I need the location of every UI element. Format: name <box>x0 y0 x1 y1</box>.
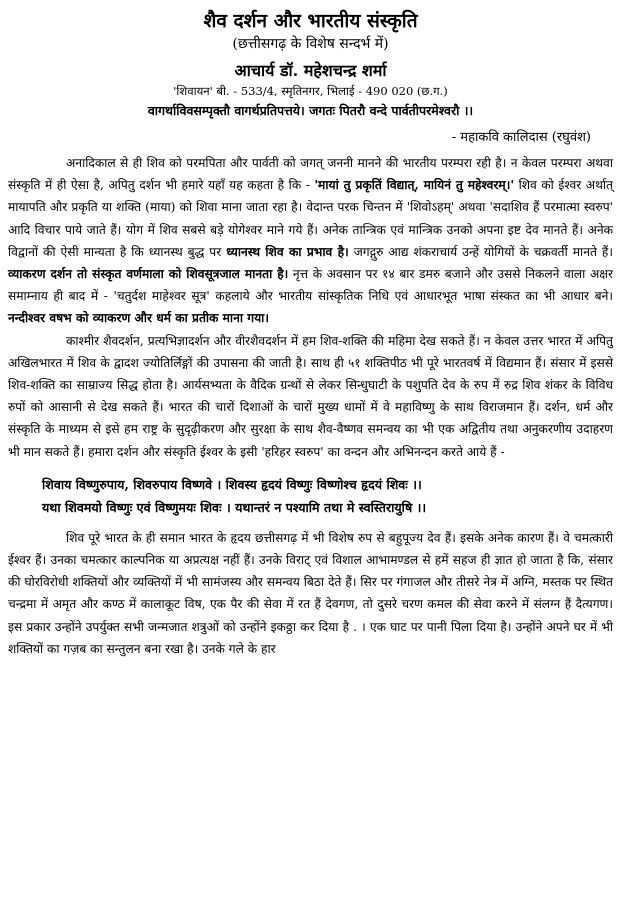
paragraph-3: शिव पूरे भारत के ही समान भारत के हृदय छत्तीसगढ़ में भी विशेष रुप से बहुपूज्य देव हैं। इसके अनेक कारण हैं। वे चमत्कारी ईश्वर हैं। उनका चमत्कार काल्पनिक या अप्रत्यक्ष नहीं हैं। उनके विराट् एवं विशाल आभामण्डल से हमें सहज ही ज्ञात हो जाता है कि, संसार की घोरविरोधी शक्तियों और व्यक्तियों में भी सामंजस्य और समन्वय बिठा देते हैं। सिर पर गंगाजल और तीसरे नेत्र में अग्नि, मस्तक पर स्थित चन्द्रमा में अमृत और कण्ठ में कालाकूट विष, एक पैर की सेवा में रत हैं देवगण, तो दुसरे चरण कमल की सेवा करने में संलग्न हैं दैत्यगण। इस प्रकार उन्होंने उपर्युक्त सभी जन्मजात शत्रुओं को उन्होंने इकठ्ठा कर दिया है . । एक घाट पर पानी पिला दिया है। उन्होंने अपने घर में भी शक्तियों का गज़ब का सन्तुलन बना रखा है। उनके गले के हार <box>8 530 613 656</box>
paragraph-1-bold-quote: 'मायां तु प्रकृतिं विद्यात्, मायिनं तु महेश्वरम्।' <box>314 178 515 193</box>
paragraph-1 <box>8 152 613 330</box>
author-address: 'शिवायन' बी. - 533/4, स्मृतिनगर, भिलाई - 490 020 (छ.ग.) <box>173 84 448 98</box>
article-subtitle: (छत्तीसगढ़ के विशेष सन्दर्भ में) <box>232 36 389 52</box>
harihar-verse <box>8 473 613 519</box>
epigraph-verse: वागर्थाविवसम्पृक्तौ वागर्थप्रतिपत्तये। जगतः पितरौ वन्दे पार्वतीपरमेश्वरौ ।। <box>147 103 474 118</box>
paragraph-1-text-1: अनादिकाल से ही शिव को परमपिता और पार्वती को जगत् जननी मानने की भारतीय परम्परा रही है। न केवल परम्परा अथवा संस्कृति में ही ऐसा है, अपितु दर्शन भी हमारे यहाँ यह कहता है कि - <box>8 156 613 193</box>
paragraph-1-bold-buddha: ध्यानस्थ शिव का प्रभाव है। <box>226 244 349 259</box>
paragraph-1-bold-nandi: नन्दीश्वर वषभ को व्याकरण और धर्म का प्रतीक माना गया। <box>8 311 269 326</box>
epigraph-attribution: - महाकवि कालिदास (रघुवंश) <box>451 130 591 145</box>
article-title: शैव दर्शन और भारतीय संस्कृति <box>203 10 418 32</box>
paragraph-2: काश्मीर शैवदर्शन, प्रत्यभिज्ञादर्शन और वीरशैवदर्शन में हम शिव-शक्ति की महिमा देख सकते हैं। न केवल उत्तर भारत में अपितु अखिलभारत में शिव के द्वादश ज्योतिर्लिङ्गों की उपासना की जाती है। साथ ही ५१ शक्तिपीठ भी पूरे भारतवर्ष में विद्यमान हैं। संसार में इससे शिव-शक्ति का साम्राज्य सिद्ध होता है। आर्यसभ्यता के वैदिक ग्रन्थों से लेकर सिन्धुघाटी के पशुपति देव के रुप में रुद्र शिव शंकर के विविध रुपों को आसानी से देख सकते हैं। भारत की चारों दिशाओं के चारों मुख्य धामों में वे महाविष्णु के साथ विराजमान हैं। दर्शन, धर्म और संस्कृति के माध्यम से इसे हम राष्ट्र के सुदृढ़ीकरण और सुरक्षा के साथ शैव-वैष्णव समन्वय का भी एक अद्वितीय तथा अनुकरणीय उदाहरण भी मान सकते हैं। हमारा दर्शन और संस्कृति ईश्वर के इसी 'हरिहर स्वरुप' का वन्दन और अभिनन्दन करते आये हैं - <box>8 333 613 459</box>
paragraph-1-text-2: शिव को ईश्वर अर्थात् मायापति और प्रकृति या शक्ति (माया) को शिवा माना जाता रहा है। वेदान्त परक चिन्तन में 'शिवोऽहम्' अथवा 'सदाशिव हैं परमात्मा स्वरुप' आदि विचार पाये जाते हैं। योग में शिव सबसे बड़े योगेश्वर माने गये हैं। अनेक तान्त्रिक एवं मान्त्रिक उनको अपना इष्ट देव मानते हैं। अनेक विद्वानों की ऐसी मान्यता है कि ध्यानस्थ बुद्ध पर <box>8 178 613 259</box>
paragraph-1-text-3: जगद्गुरु आद्य शंकराचार्य उन्हें योगियों के चक्रवर्ती मानते हैं। <box>348 244 613 259</box>
paragraph-1-text-4: नृत्त के अवसान पर १४ बार डमरु बजाने और उससे निकलने वाला अक्षर समाम्नाय ही बाद में - 'चतुर्दश माहेश्वर सूत्र' कहलाये और भारतीय सांस्कृतिक निधि एवं आधारभूत भाषा संस्कत का भी आधार बने। <box>8 267 613 304</box>
paragraph-1-bold-grammar: व्याकरण दर्शन तो संस्कृत वर्णमाला को शिवसूत्रजाल मानता है। <box>8 267 289 282</box>
verse-line-2: यथा शिवमयो विष्णुः एवं विष्णुमयः शिवः । यथान्तरं न पश्यामि तथा मे स्वस्तिरायुषि ।। <box>42 499 427 515</box>
author-name: आचार्य डॉ. महेशचन्द्र शर्मा <box>234 61 387 80</box>
verse-line-1: शिवाय विष्णुरुपाय, शिवरुपाय विष्णवे । शिवस्य हृदयं विष्णुः विष्णोश्च हृदयं शिवः ।। <box>42 476 422 492</box>
